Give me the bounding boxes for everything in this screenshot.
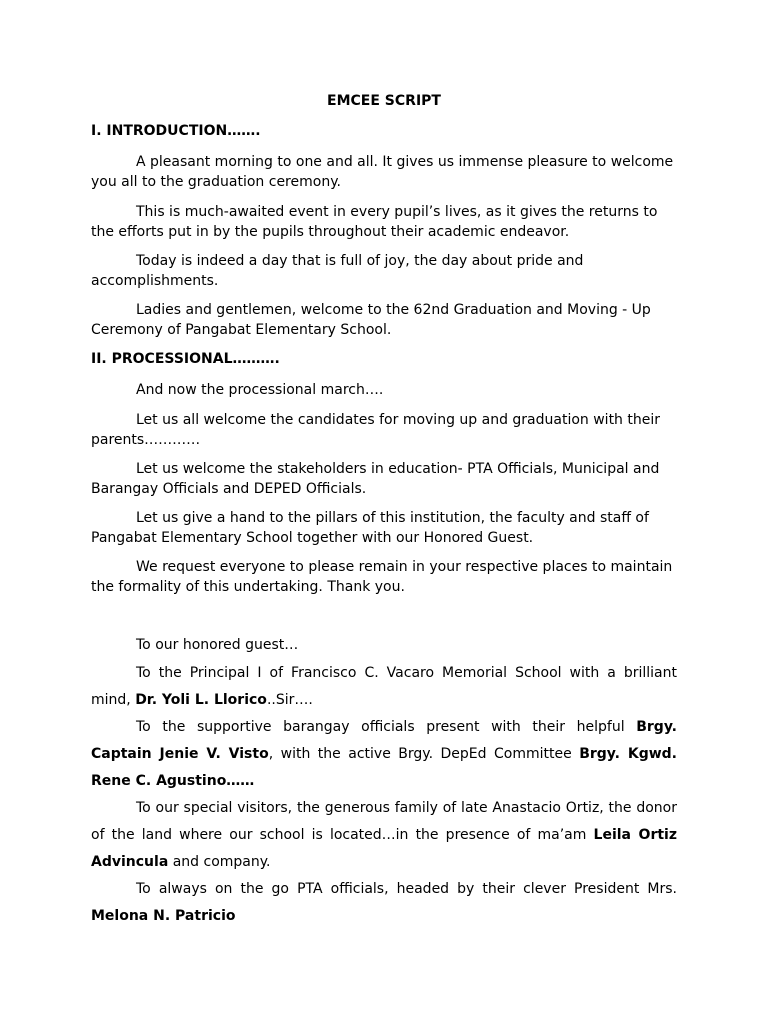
principal-name: Dr. Yoli L. Llorico xyxy=(135,692,267,708)
text: To always on the go PTA officials, headed by their clever President Mrs. xyxy=(136,881,677,897)
paragraph: Ladies and gentlemen, welcome to the 62nd Graduation and Moving - Up Ceremony of Pangabat Elementary School. xyxy=(91,302,651,338)
text: To the supportive barangay officials present with their helpful xyxy=(136,719,637,735)
paragraph: Let us welcome the stakeholders in education- PTA Officials, Municipal and Barangay Officials and DEPED Officials. xyxy=(91,461,660,497)
section-heading-processional: II. PROCESSIONAL………. xyxy=(91,351,280,367)
paragraph: We request everyone to please remain in your respective places to maintain the formality of this undertaking. Thank you. xyxy=(91,559,673,595)
document-title: EMCEE SCRIPT xyxy=(327,93,441,109)
pta-president-name: Melona N. Patricio xyxy=(91,908,236,924)
text: ..Sir…. xyxy=(266,692,313,708)
paragraph: This is much-awaited event in every pupil’s lives, as it gives the returns to the efforts put in by the pupils throughout their academic endeavor. xyxy=(91,204,658,240)
paragraph: Today is indeed a day that is full of joy, the day about pride and accomplishments. xyxy=(91,253,584,289)
section-heading-introduction: I. INTRODUCTION……. xyxy=(91,123,261,139)
paragraph: Let us all welcome the candidates for moving up and graduation with their parents………… xyxy=(91,412,661,448)
paragraph: And now the processional march…. xyxy=(136,382,384,398)
kagawad-name: Brgy. Kgwd. Rene C. Agustino…… xyxy=(91,746,678,789)
paragraph-honored-guest: To our honored guest… xyxy=(136,637,299,653)
text: To the Principal I of Francisco C. Vacaro Memorial School with a brilliant mind, xyxy=(91,665,677,708)
paragraph-principal xyxy=(91,660,677,714)
text: To our special visitors, the generous family of late Anastacio Ortiz, the donor of the land where our school is located…in the presence of ma’am xyxy=(91,800,677,843)
paragraph-barangay xyxy=(91,714,677,795)
text: and company. xyxy=(168,854,271,870)
captain-name: Brgy. Captain Jenie V. Visto xyxy=(91,719,677,762)
paragraph-pta xyxy=(91,876,677,930)
paragraph-visitors xyxy=(91,795,677,876)
visitor-name: Leila Ortiz Advincula xyxy=(91,827,678,870)
paragraph: A pleasant morning to one and all. It gives us immense pleasure to welcome you all to the graduation ceremony. xyxy=(91,154,674,190)
text: , with the active Brgy. DepEd Committee xyxy=(268,746,580,762)
paragraph: Let us give a hand to the pillars of this institution, the faculty and staff of Pangabat Elementary School together with our Honored Guest. xyxy=(91,510,649,546)
